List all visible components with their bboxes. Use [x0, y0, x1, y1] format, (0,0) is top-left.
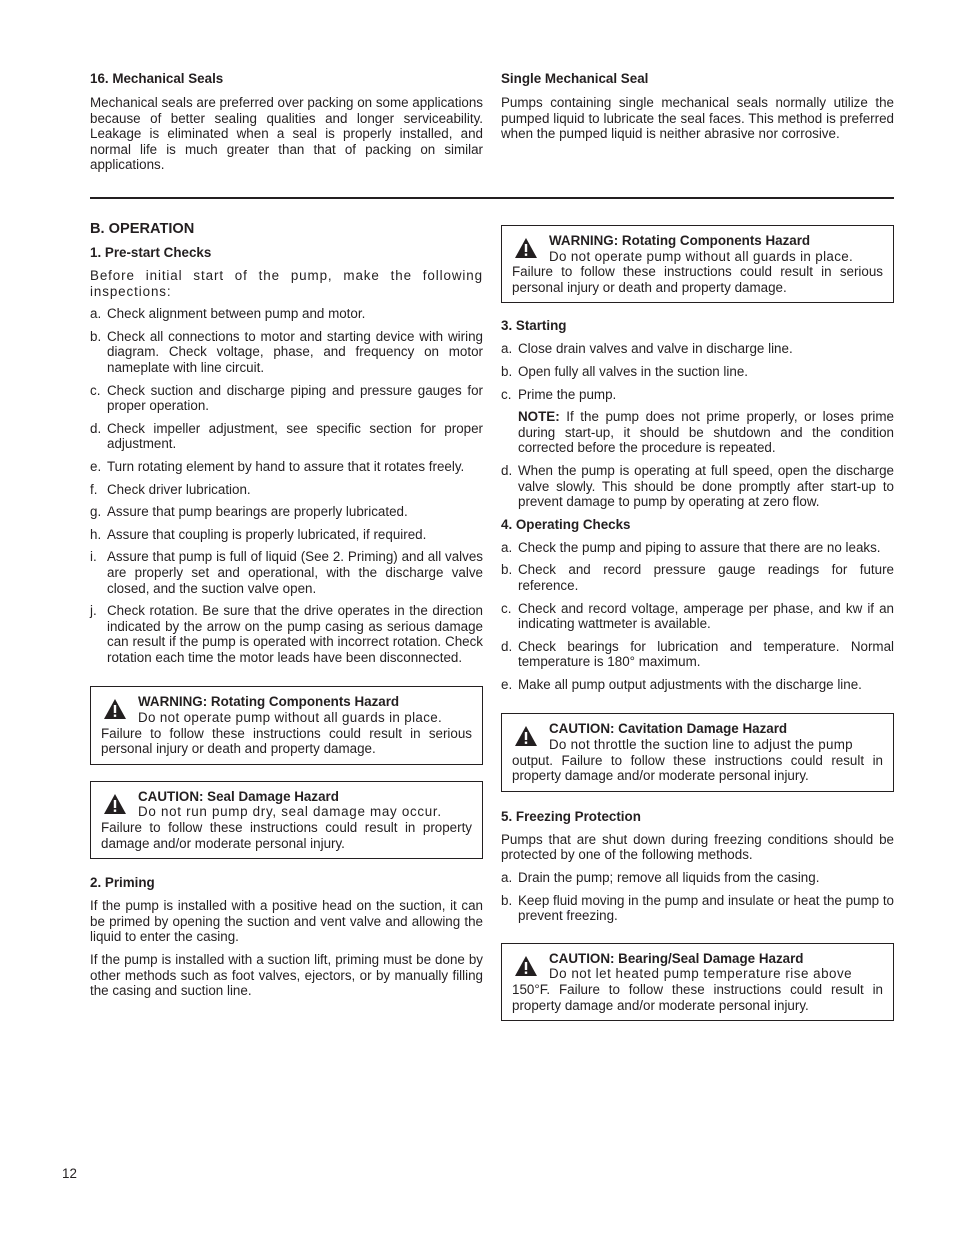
- freezing-intro: Pumps that are shut down during freezing conditions should be protected by one of the following methods.: [501, 831, 894, 863]
- item-letter: b.: [90, 328, 102, 344]
- paragraph: Mechanical seals are preferred over packing on some applications because of better sealing qualities and longer serviceability. Leakage is eliminated when a seal is properly installed, and normal life is much greater than that of packing on similar applications.: [90, 95, 484, 173]
- list-item: [90, 504, 483, 520]
- list-item: [90, 306, 483, 322]
- box-text: 150°F. Failure to follow these instructions could result in property damage and/or moderate personal injury.: [512, 982, 883, 1013]
- item-text: Make all pump output adjustments with the discharge line.: [518, 676, 862, 692]
- warning-icon: [514, 237, 538, 259]
- item-letter: a.: [501, 341, 513, 357]
- list-item: [501, 562, 894, 593]
- item-letter: b.: [501, 892, 513, 908]
- warning-icon: [103, 793, 127, 815]
- item-letter: c.: [501, 600, 512, 616]
- box-line: Do not let heated pump temperature rise above: [549, 966, 853, 982]
- item-letter: a.: [501, 870, 513, 886]
- item-letter: a.: [501, 539, 513, 555]
- box-line: Do not operate pump without all guards in place.: [549, 248, 854, 264]
- item-text: Check bearings for lubrication and temperature. Normal temperature is 180° maximum.: [518, 638, 894, 670]
- item-text: Prime the pump.: [518, 386, 617, 402]
- item-text: Check alignment between pump and motor.: [107, 306, 366, 322]
- paragraph: Pumps containing single mechanical seals normally utilize the pumped liquid to lubricate the seal faces. This method is preferred when the pumped liquid is neither abrasive nor corrosive.: [501, 95, 894, 142]
- starting-list: [501, 334, 894, 402]
- item-letter: h.: [90, 526, 102, 542]
- item-letter: d.: [90, 420, 102, 436]
- divider: [90, 197, 894, 199]
- item-text: Assure that pump bearings are properly lubricated.: [107, 504, 408, 520]
- item-letter: e.: [90, 458, 102, 474]
- paragraph: If the pump is installed with a suction lift, priming must be done by other methods such as foot valves, ejectors, or by manually filling the casing and suction line.: [90, 952, 483, 999]
- list-item: [501, 463, 894, 510]
- item-text: When the pump is operating at full speed, open the discharge valve slowly. This should be done promptly after start-up to prevent damage to pump by operating at zero flow.: [518, 462, 894, 510]
- box-text: Failure to follow these instructions could result in property damage and/or moderate personal injury.: [101, 820, 472, 851]
- box-title: CAUTION: Bearing/Seal Damage Hazard: [549, 950, 804, 966]
- list-item: [90, 482, 483, 498]
- note: [501, 409, 894, 456]
- note-text: If the pump does not prime properly, or loses prime during start-up, it should be shutdown and the condition corrected before the procedure is repeated.: [518, 409, 894, 456]
- box-text: Failure to follow these instructions could result in serious personal injury or death and property damage.: [101, 725, 472, 757]
- operation-title: B. OPERATION: [90, 221, 195, 237]
- caution-box: [501, 713, 894, 791]
- item-text: Close drain valves and valve in discharge line.: [518, 341, 793, 357]
- item-letter: g.: [90, 504, 102, 520]
- box-title: CAUTION: Seal Damage Hazard: [138, 788, 339, 804]
- item-letter: b.: [501, 562, 513, 578]
- box-line: Do not run pump dry, seal damage may occur.: [138, 804, 442, 820]
- box-line: Do not throttle the suction line to adjust the pump: [549, 737, 853, 753]
- item-letter: d.: [501, 638, 513, 654]
- box-title: WARNING: Rotating Components Hazard: [549, 233, 811, 248]
- list-item: [501, 364, 894, 380]
- item-letter: c.: [501, 386, 512, 402]
- warning-box: [90, 686, 483, 764]
- item-letter: b.: [501, 363, 513, 379]
- list-item: [90, 603, 483, 665]
- item-letter: a.: [90, 306, 102, 322]
- item-letter: i.: [90, 549, 97, 565]
- item-letter: e.: [501, 676, 513, 692]
- list-item: [90, 421, 483, 452]
- list-item: [501, 341, 894, 357]
- list-item: [501, 677, 894, 693]
- list-item: [90, 459, 483, 475]
- item-text: Check rotation. Be sure that the drive operates in the direction indicated by the arrow on the pump casing as serious damage can result if the pump is operated with incorrect rotation. Check rotation each time the motor leads have been disconnected.: [107, 603, 483, 665]
- item-text: Assure that pump is full of liquid (See 2. Priming) and all valves are properly set and operational, with the discharge valve closed, and the suction valve open.: [107, 549, 483, 596]
- paragraph: If the pump is installed with a positive head on the suction, it can be primed by opening the suction and vent valve and allowing the liquid to enter the casing.: [90, 898, 483, 945]
- left-column: [90, 221, 483, 999]
- freezing-list: [501, 863, 894, 924]
- box-title: CAUTION: Cavitation Damage Hazard: [549, 721, 788, 737]
- item-text: Turn rotating element by hand to assure that it rotates freely.: [107, 458, 465, 474]
- item-text: Check impeller adjustment, see specific section for proper adjustment.: [107, 420, 483, 452]
- priming-heading: 2. Priming: [90, 875, 155, 891]
- list-item: [501, 601, 894, 632]
- item-letter: j.: [90, 603, 97, 619]
- item-text: Check and record voltage, amperage per phase, and kw if an indicating wattmeter is available.: [518, 600, 894, 632]
- item-text: Keep fluid moving in the pump and insulate or heat the pump to prevent freezing.: [518, 892, 894, 924]
- item-text: Assure that coupling is properly lubricated, if required.: [107, 526, 427, 542]
- prestart-list: [90, 299, 483, 665]
- section-heading: 16. Mechanical Seals: [90, 71, 224, 86]
- operating-heading: 4. Operating Checks: [501, 516, 631, 532]
- warning-icon: [103, 698, 127, 720]
- item-text: Drain the pump; remove all liquids from the casing.: [518, 870, 820, 886]
- list-item: [90, 527, 483, 543]
- mechanical-seals-section: [90, 71, 483, 173]
- list-item: [501, 870, 894, 886]
- box-text: Failure to follow these instructions could result in serious personal injury or death and property damage.: [512, 264, 883, 295]
- section-heading: Single Mechanical Seal: [501, 71, 649, 86]
- item-text: Check and record pressure gauge readings for future reference.: [518, 562, 894, 593]
- item-text: Check the pump and piping to assure that there are no leaks.: [518, 539, 881, 555]
- freezing-heading: 5. Freezing Protection: [501, 808, 641, 824]
- warning-box: [501, 225, 894, 303]
- item-text: Check suction and discharge piping and pressure gauges for proper operation.: [107, 382, 483, 414]
- list-item: [90, 549, 483, 596]
- box-text: output. Failure to follow these instructions could result in property damage and/or moderate personal injury.: [512, 752, 883, 784]
- list-item: [90, 383, 483, 414]
- item-text: Check driver lubrication.: [107, 481, 251, 497]
- operating-list: [501, 533, 894, 693]
- item-letter: f.: [90, 481, 98, 497]
- list-item: [501, 639, 894, 670]
- warning-icon: [514, 725, 538, 747]
- warning-icon: [514, 955, 538, 977]
- item-letter: d.: [501, 462, 513, 478]
- caution-box: [501, 943, 894, 1021]
- list-item: [501, 540, 894, 556]
- note-label: NOTE:: [518, 409, 560, 425]
- item-text: Open fully all valves in the suction line.: [518, 363, 748, 379]
- item-letter: c.: [90, 382, 101, 398]
- list-item: [501, 893, 894, 924]
- caution-box: [90, 781, 483, 859]
- list-item: [90, 329, 483, 376]
- list-item: [501, 387, 894, 403]
- right-column: [501, 225, 894, 1021]
- page-number: 12: [62, 1166, 77, 1181]
- box-title: WARNING: Rotating Components Hazard: [138, 694, 400, 710]
- prestart-heading: 1. Pre-start Checks: [90, 245, 212, 260]
- starting-heading: 3. Starting: [501, 318, 567, 334]
- single-seal-section: [501, 71, 894, 142]
- box-line: Do not operate pump without all guards in place.: [138, 710, 443, 726]
- prestart-intro: Before initial start of the pump, make the following inspections:: [90, 268, 483, 299]
- item-text: Check all connections to motor and starting device with wiring diagram. Check voltage, phase, and frequency on motor nameplate with line circuit.: [107, 328, 483, 375]
